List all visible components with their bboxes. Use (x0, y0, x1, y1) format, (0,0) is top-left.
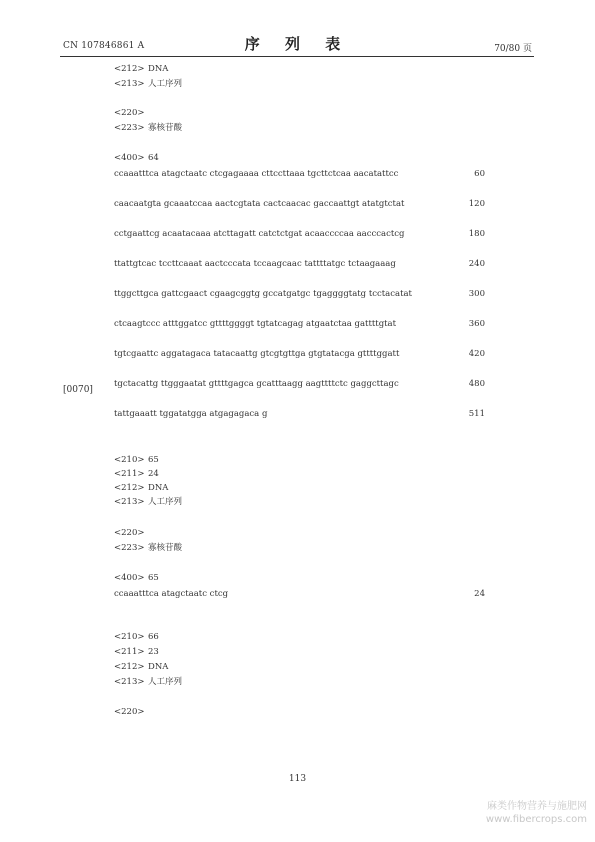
field-value: 寡核苷酸 (148, 123, 183, 133)
sequence-line: ttggcttgca gattcgaact cgaagcggtg gccatgatgc tgaggggtatg tcctacatat (114, 289, 412, 299)
document-number: CN 107846861 A (63, 41, 145, 51)
sequence-line: tattgaaatt tggatatgga atgagagaca g (114, 409, 268, 419)
sequence-line: ctcaagtccc atttggatcc gttttggggt tgtatcagag atgaatctaa gattttgtat (114, 319, 397, 329)
field-tag: <213> (114, 497, 145, 507)
field-value: 65 (148, 455, 159, 465)
sequence-line: tgtcgaattc aggatagaca tatacaattg gtcgtgttga gtgtatacga gttttggatt (114, 349, 400, 359)
field-tag: <220> (114, 528, 145, 538)
field-tag: <400> (114, 153, 145, 163)
field-line (114, 123, 182, 134)
sequence-line: ttattgtcac tccttcaaat aactcccata tccaagcaac tattttatgc tctaagaaag (114, 259, 396, 269)
field-line (114, 79, 182, 90)
field-tag: <220> (114, 108, 145, 118)
field-tag: <213> (114, 79, 145, 89)
field-tag: <210> (114, 455, 145, 465)
sequence-position: 420 (468, 349, 485, 359)
field-tag: <223> (114, 123, 145, 133)
watermark (486, 800, 587, 826)
header-rule (60, 56, 534, 57)
sequence-position: 300 (468, 289, 485, 299)
field-line (114, 707, 148, 718)
field-line (114, 528, 148, 539)
sequence-position: 240 (468, 259, 485, 269)
field-value: DNA (148, 64, 169, 74)
sequence-position: 24 (474, 589, 485, 599)
field-line (114, 469, 159, 480)
page-number: 113 (288, 774, 307, 784)
field-value: 人工序列 (148, 79, 183, 89)
sequence-line: cctgaattcg acaatacaaa atcttagatt catctctgat acaaccccaa aacccactcg (114, 229, 405, 239)
field-line (114, 483, 168, 494)
field-value: 人工序列 (148, 497, 183, 507)
field-line (114, 455, 159, 466)
field-tag: <212> (114, 662, 145, 672)
field-line (114, 64, 168, 75)
field-line (114, 543, 182, 554)
field-line (114, 108, 148, 119)
field-value: 23 (148, 647, 159, 657)
field-line (114, 153, 159, 164)
field-tag: <211> (114, 469, 145, 479)
field-line (114, 647, 159, 658)
field-line (114, 632, 159, 643)
sequence-position: 120 (468, 199, 485, 209)
page-title: 序 列 表 (244, 35, 351, 53)
sequence-position: 511 (468, 409, 485, 419)
field-tag: <220> (114, 707, 145, 717)
sequence-line: caacaatgta gcaaatccaa aactcgtata cactcaacac gaccaattgt atatgtctat (114, 199, 405, 209)
sequence-line: ccaaatttca atagctaatc ctcg (114, 589, 229, 599)
sequence-position: 360 (468, 319, 485, 329)
field-value: 寡核苷酸 (148, 543, 183, 553)
sequence-line: ccaaatttca atagctaatc ctcgagaaaa cttccttaaa tgcttctcaa aacatattcc (114, 169, 399, 179)
field-value: 24 (148, 469, 159, 479)
sequence-line: tgctacattg ttgggaatat gttttgagca gcatttaagg aagttttctc gaggcttagc (114, 379, 399, 389)
field-value: DNA (148, 662, 169, 672)
page-count: 70/80 页 (494, 44, 532, 54)
field-tag: <223> (114, 543, 145, 553)
field-value: 65 (148, 573, 159, 583)
watermark-url: www.fibercrops.com (485, 814, 587, 825)
field-line (114, 677, 182, 688)
sequence-position: 60 (474, 169, 485, 179)
watermark-site-name: 麻类作物营养与施肥网 (487, 801, 587, 812)
field-tag: <212> (114, 483, 145, 493)
field-tag: <211> (114, 647, 145, 657)
field-value: 64 (148, 153, 159, 163)
field-line (114, 497, 182, 508)
field-value: DNA (148, 483, 169, 493)
field-line (114, 573, 159, 584)
field-value: 66 (148, 632, 159, 642)
field-tag: <400> (114, 573, 145, 583)
paragraph-marker: [0070] (63, 385, 93, 395)
sequence-position: 480 (468, 379, 485, 389)
field-tag: <213> (114, 677, 145, 687)
sequence-position: 180 (468, 229, 485, 239)
field-value: 人工序列 (148, 677, 183, 687)
field-line (114, 662, 168, 673)
field-tag: <212> (114, 64, 145, 74)
field-tag: <210> (114, 632, 145, 642)
